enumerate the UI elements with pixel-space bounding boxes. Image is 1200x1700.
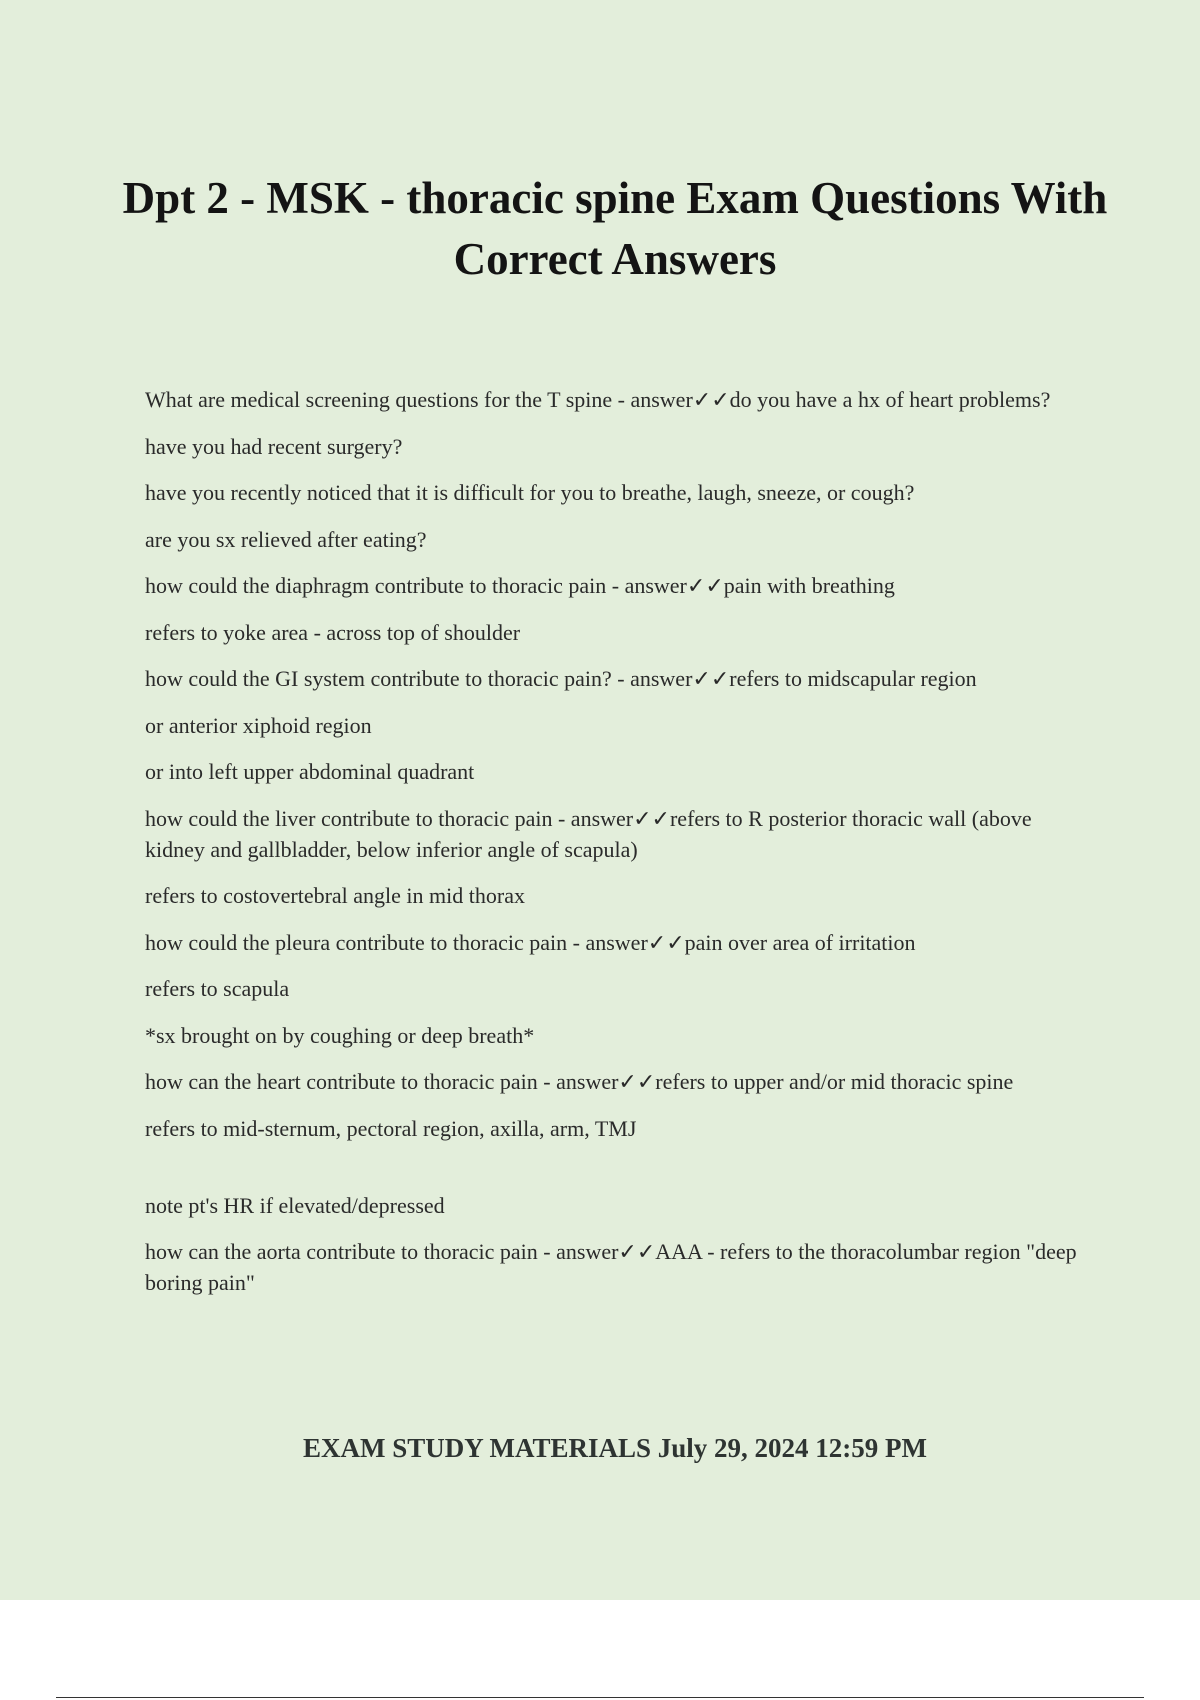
study-materials-footer: EXAM STUDY MATERIALS July 29, 2024 12:59 PM [302,1433,928,1463]
paragraph: refers to costovertebral angle in mid thorax [145,883,525,908]
paragraph: refers to mid-sternum, pectoral region, axilla, arm, TMJ [145,1115,637,1141]
paragraph: have you recently noticed that it is difficult for you to breathe, laugh, sneeze, or cough? [145,480,915,505]
page-bottom-rule [56,1697,1144,1698]
paragraph: refers to scapula [145,976,290,1001]
paragraph: how could the GI system contribute to thoracic pain? - answer✓✓refers to midscapular region [145,666,977,691]
paragraph: What are medical screening questions for the T spine - answer✓✓do you have a hx of heart problems? [145,387,1051,412]
paragraph: how can the aorta contribute to thoracic pain - answer✓✓AAA - refers to the thoracolumbar region "deep boring pain" [145,1239,1077,1295]
paragraph: how can the heart contribute to thoracic pain - answer✓✓refers to upper and/or mid thoracic spine [145,1069,1014,1094]
paragraph: or anterior xiphoid region [145,712,372,738]
paragraph: how could the liver contribute to thoracic pain - answer✓✓refers to R posterior thoracic wall (above kidney and gallbladder, below inferior angle of scapula) [145,805,1032,862]
document-body [145,384,1080,1314]
paragraph: *sx brought on by coughing or deep breath* [145,1022,535,1048]
paragraph: how could the diaphragm contribute to thoracic pain - answer✓✓pain with breathing [145,573,895,598]
document-title: Dpt 2 - MSK - thoracic spine Exam Questions With Correct Answers [122,173,1108,284]
paragraph: or into left upper abdominal quadrant [145,759,475,784]
paragraph: note pt's HR if elevated/depressed [145,1192,445,1218]
paragraph: how could the pleura contribute to thoracic pain - answer✓✓pain over area of irritation [145,929,916,955]
paragraph: have you had recent surgery? [145,433,403,459]
paragraph: refers to yoke area - across top of shoulder [145,619,521,645]
paragraph: are you sx relieved after eating? [145,526,427,552]
